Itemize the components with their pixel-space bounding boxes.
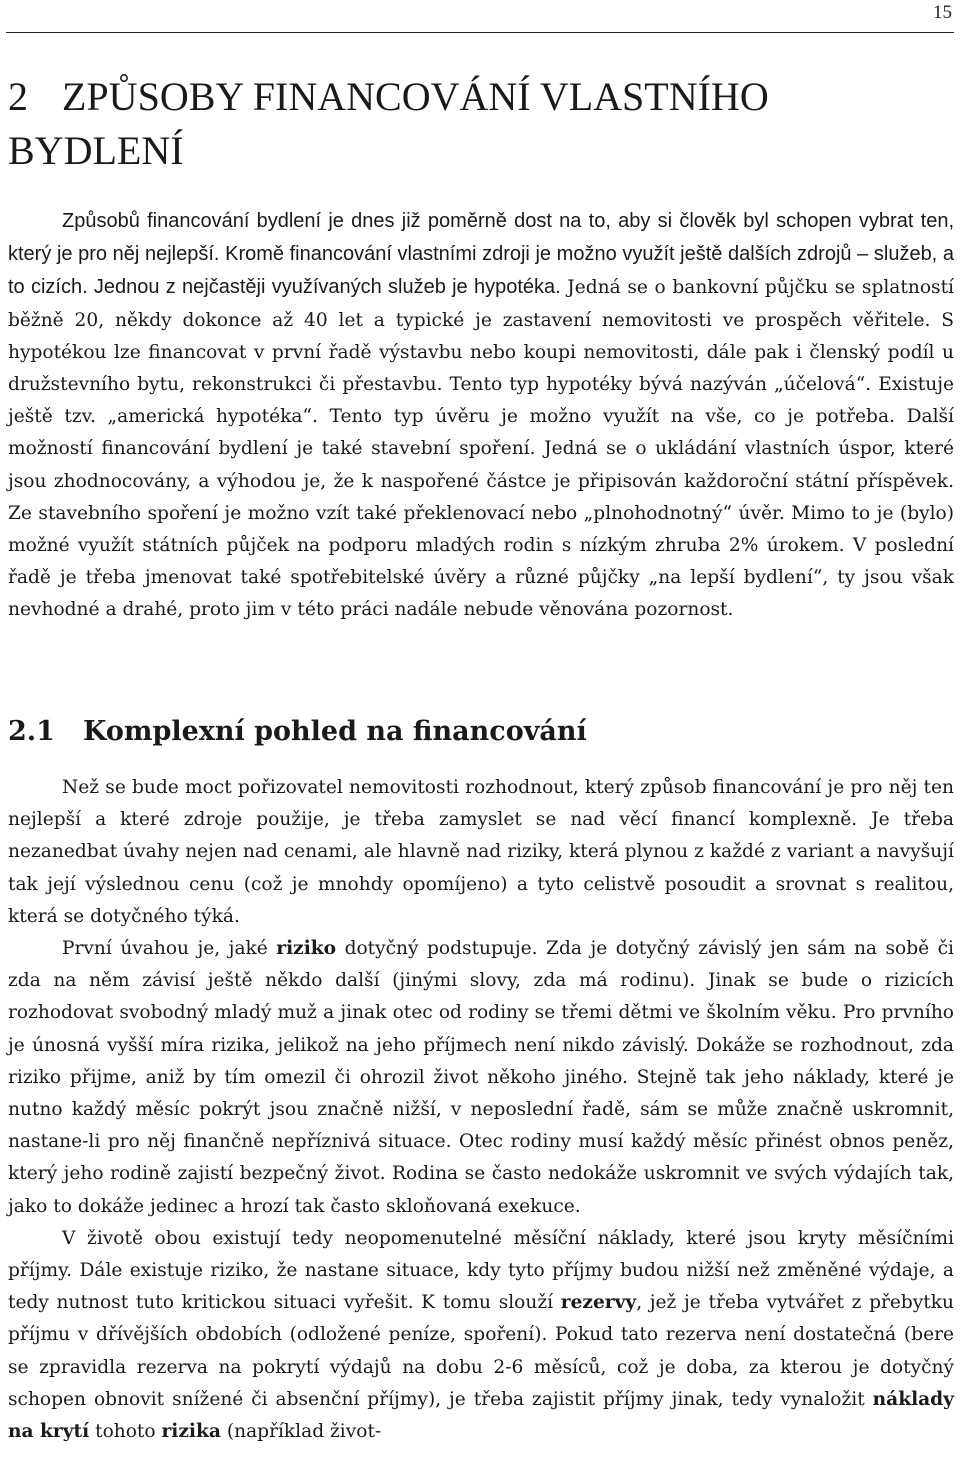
p3-text-a: V životě obou existují tedy neopomenutelné měsíční náklady, které jsou kryty měsíčními příjmy. Dále existuje riziko, že nastane situace, kdy tyto příjmy budou nižší než změněné výdaje, a tedy nutnost tuto kritickou situaci vyřešit. K tomu slouží [8,1227,954,1314]
p3-text-e: tohoto [89,1421,162,1443]
intro-paragraph [8,205,954,627]
intro-text-part1: Způsobů financování bydlení je dnes již poměrně dost na to, aby si člověk byl schopen vybrat ten, který je pro něj nejlepší. Kromě financování vlastními zdroji je možno využít ještě dalších zdrojů – služeb, a to cizích. Jednou z nejčastěji využívaných služeb je hypotéka. [8,210,954,299]
term-riziko: riziko [276,938,337,960]
chapter-heading [8,70,938,178]
section-title: Komplexní pohled na financování [83,716,587,747]
paragraph-1: Než se bude moct pořizovatel nemovitosti rozhodnout, který způsob financování je pro něj ten nejlepší a které zdroje použije, je třeba zamyslet se nad věcí financí komplexně. Je třeba nezanedbat úvahy nejen nad cenami, ale hlavně nad riziky, která plynou z každé z variant a navyšují tak její výslednou cenu (což je mnohdy opomíjeno) a tyto celistvě posoudit a srovnat s realitou, která se dotyčného týká. [8,777,954,927]
term-naklady-na-kryti: náklady na krytí [8,1388,954,1443]
p3-text-c: , jež je třeba vytvářet z přebytku příjmu v dřívějších obdobích (odložené peníze, spoření). Pokud tato rezerva není dostatečná (bere se zpravidla rezerva na pokrytí výdajů na dobu 2-6 měsíců, což je doba, za kterou je dotyčný schopen obnovit snížené či absenční příjmy), je třeba zajistit příjmy jinak, tedy vynaložit [8,1292,954,1410]
intro-text-part2: Jedná se o bankovní půjčku se splatností běžně 20, někdy dokonce až 40 let a typické je zastavení nemovitosti ve prospěch věřitele. S hypotékou lze financovat v první řadě výstavbu nebo koupi nemovitosti, dále pak i členský podíl u družstevního bytu, rekonstrukci či přestavbu. Tento typ hypotéky bývá nazýván „účelová“. Existuje ještě tzv. „americká hypotéka“. Tento typ úvěru je možno využít na vše, co je potřeba. Další možností financování bydlení je také stavební spoření. Jedná se o ukládání vlastních úspor, které jsou zhodnocovány, a výhodou je, že k naspořené částce je připisován každoroční státní příspěvek. Ze stavebního spoření je možno vzít také překlenovací nebo „plnohodnotný“ úvěr. Mimo to je (bylo) možné využít státních půjček na podporu mladých rodin s nízkým zhruba 2% úrokem. V poslední řadě je třeba jmenovat také spotřebitelské úvěry a různé půjčky „na lepší bydlení“, ty jsou však nevhodné a drahé, proto jim v této práci nadále nebude věnována pozornost. [8,277,954,621]
term-rezervy: rezervy [560,1292,637,1314]
paragraph-3 [8,1223,954,1448]
p2-text-c: dotyčný podstupuje. Zda je dotyčný závislý jen sám na sobě či zda na něm závisí ještě někdo další (jinými slovy, zda má rodinu). Jinak se bude o rizicích rozhodovat svobodný mladý muž a jinak otec od rodiny se třemi dětmi ve školním věku. Pro prvního je únosná vyšší míra rizika, jelikož na jeho příjmech není nikdo závislý. Dokáže se rozhodnout, zda riziko přijme, aniž by tím omezil či ohrozil život někoho jiného. Stejně tak jeho náklady, které je nutno každý měsíc pokrýt jsou značně nižší, v neposlední řadě, sám se může značně uskromnit, nastane-li pro něj finančně nepříznivá situace. Otec rodiny musí každý měsíc přinést obnos peněz, který jeho rodině zajistí bezpečný život. Rodina se často nedokáže uskromnit ve svých výdajích tak, jako to dokáže jedinec a hrozí tak často skloňovaná exekuce. [8,938,954,1217]
paragraph-2 [8,933,954,1223]
chapter-number: 2 [8,74,28,119]
page-number: 15 [933,2,952,23]
section-heading [8,712,587,752]
header-rule [6,32,954,33]
term-rizika: rizika [161,1421,221,1443]
chapter-title: ZPŮSOBY FINANCOVÁNÍ VLASTNÍHO BYDLENÍ [8,74,769,173]
section-body [8,772,954,1448]
section-number: 2.1 [8,716,55,747]
p3-text-g: (například život- [220,1421,382,1443]
p2-text-a: První úvahou je, jaké [62,938,277,960]
